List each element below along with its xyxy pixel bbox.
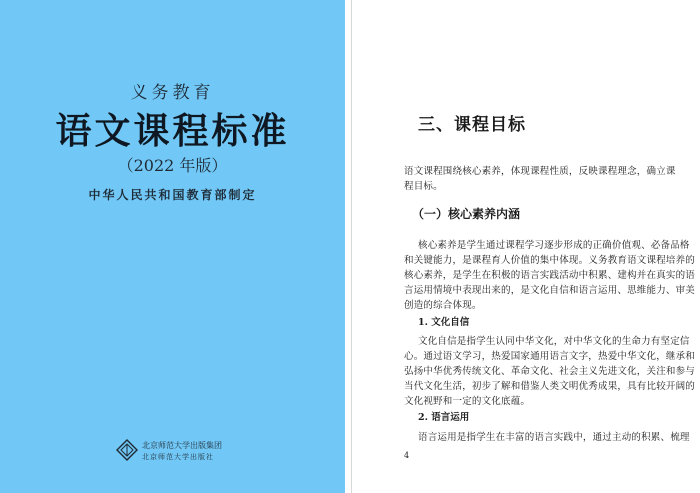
culture-line: 弘扬中华优秀传统文化、革命文化、社会主义先进文化，关注和参与 [404, 366, 696, 377]
section-title: 三、课程目标 [418, 115, 526, 135]
cover-issuer: 中华人民共和国教育部制定 [88, 188, 257, 202]
item-title-culture: 1. 文化自信 [418, 317, 470, 328]
press-name: 北京师范大学出版集团 [142, 441, 222, 450]
core-line: 核心素养，是学生在积极的语言实践活动中积累、建构并在真实的语 [404, 270, 696, 281]
core-line: 核心素养是学生通过课程学习逐步形成的正确价值观、必备品格 [418, 240, 690, 251]
culture-line: 当代文化生活，初步了解和借鉴人类文明优秀成果，具有比较开阔的 [404, 381, 696, 392]
intro-line: 程目标。 [404, 181, 443, 192]
press-block [116, 437, 246, 467]
item-title-language: 2. 语言运用 [418, 412, 470, 423]
cover-edition: （2022 年版） [117, 156, 228, 175]
page-number: 4 [404, 451, 410, 460]
intro-line: 语文课程围绕核心素养，体现课程性质，反映课程理念，确立课 [404, 166, 676, 177]
subsection-title: （一）核心素养内涵 [412, 207, 521, 221]
cover-subtitle: 义务教育 [130, 83, 215, 103]
culture-line: 心。通过语文学习，热爱国家通用语言文字，热爱中华文化，继承和 [404, 351, 696, 362]
press-name-alt: 北京师范大学出版社 [142, 453, 214, 461]
cover-title: 语文课程标准 [55, 110, 290, 152]
core-line: 和关键能力，是课程育人价值的集中体现。义务教育语文课程培养的 [404, 255, 696, 266]
book-cover [0, 0, 345, 493]
language-line: 语言运用是指学生在丰富的语言实践中，通过主动的积累、梳理 [418, 432, 690, 443]
core-line: 言运用情境中表现出来的，是文化自信和语言运用、思维能力、审美 [404, 285, 696, 296]
core-line: 创造的综合体现。 [404, 300, 482, 311]
press-logo-icon [116, 439, 138, 461]
culture-line: 文化自信是指学生认同中华文化，对中华文化的生命力有坚定信 [418, 336, 690, 347]
content-page [351, 0, 700, 493]
culture-line: 文化视野和一定的文化底蕴。 [404, 396, 531, 407]
